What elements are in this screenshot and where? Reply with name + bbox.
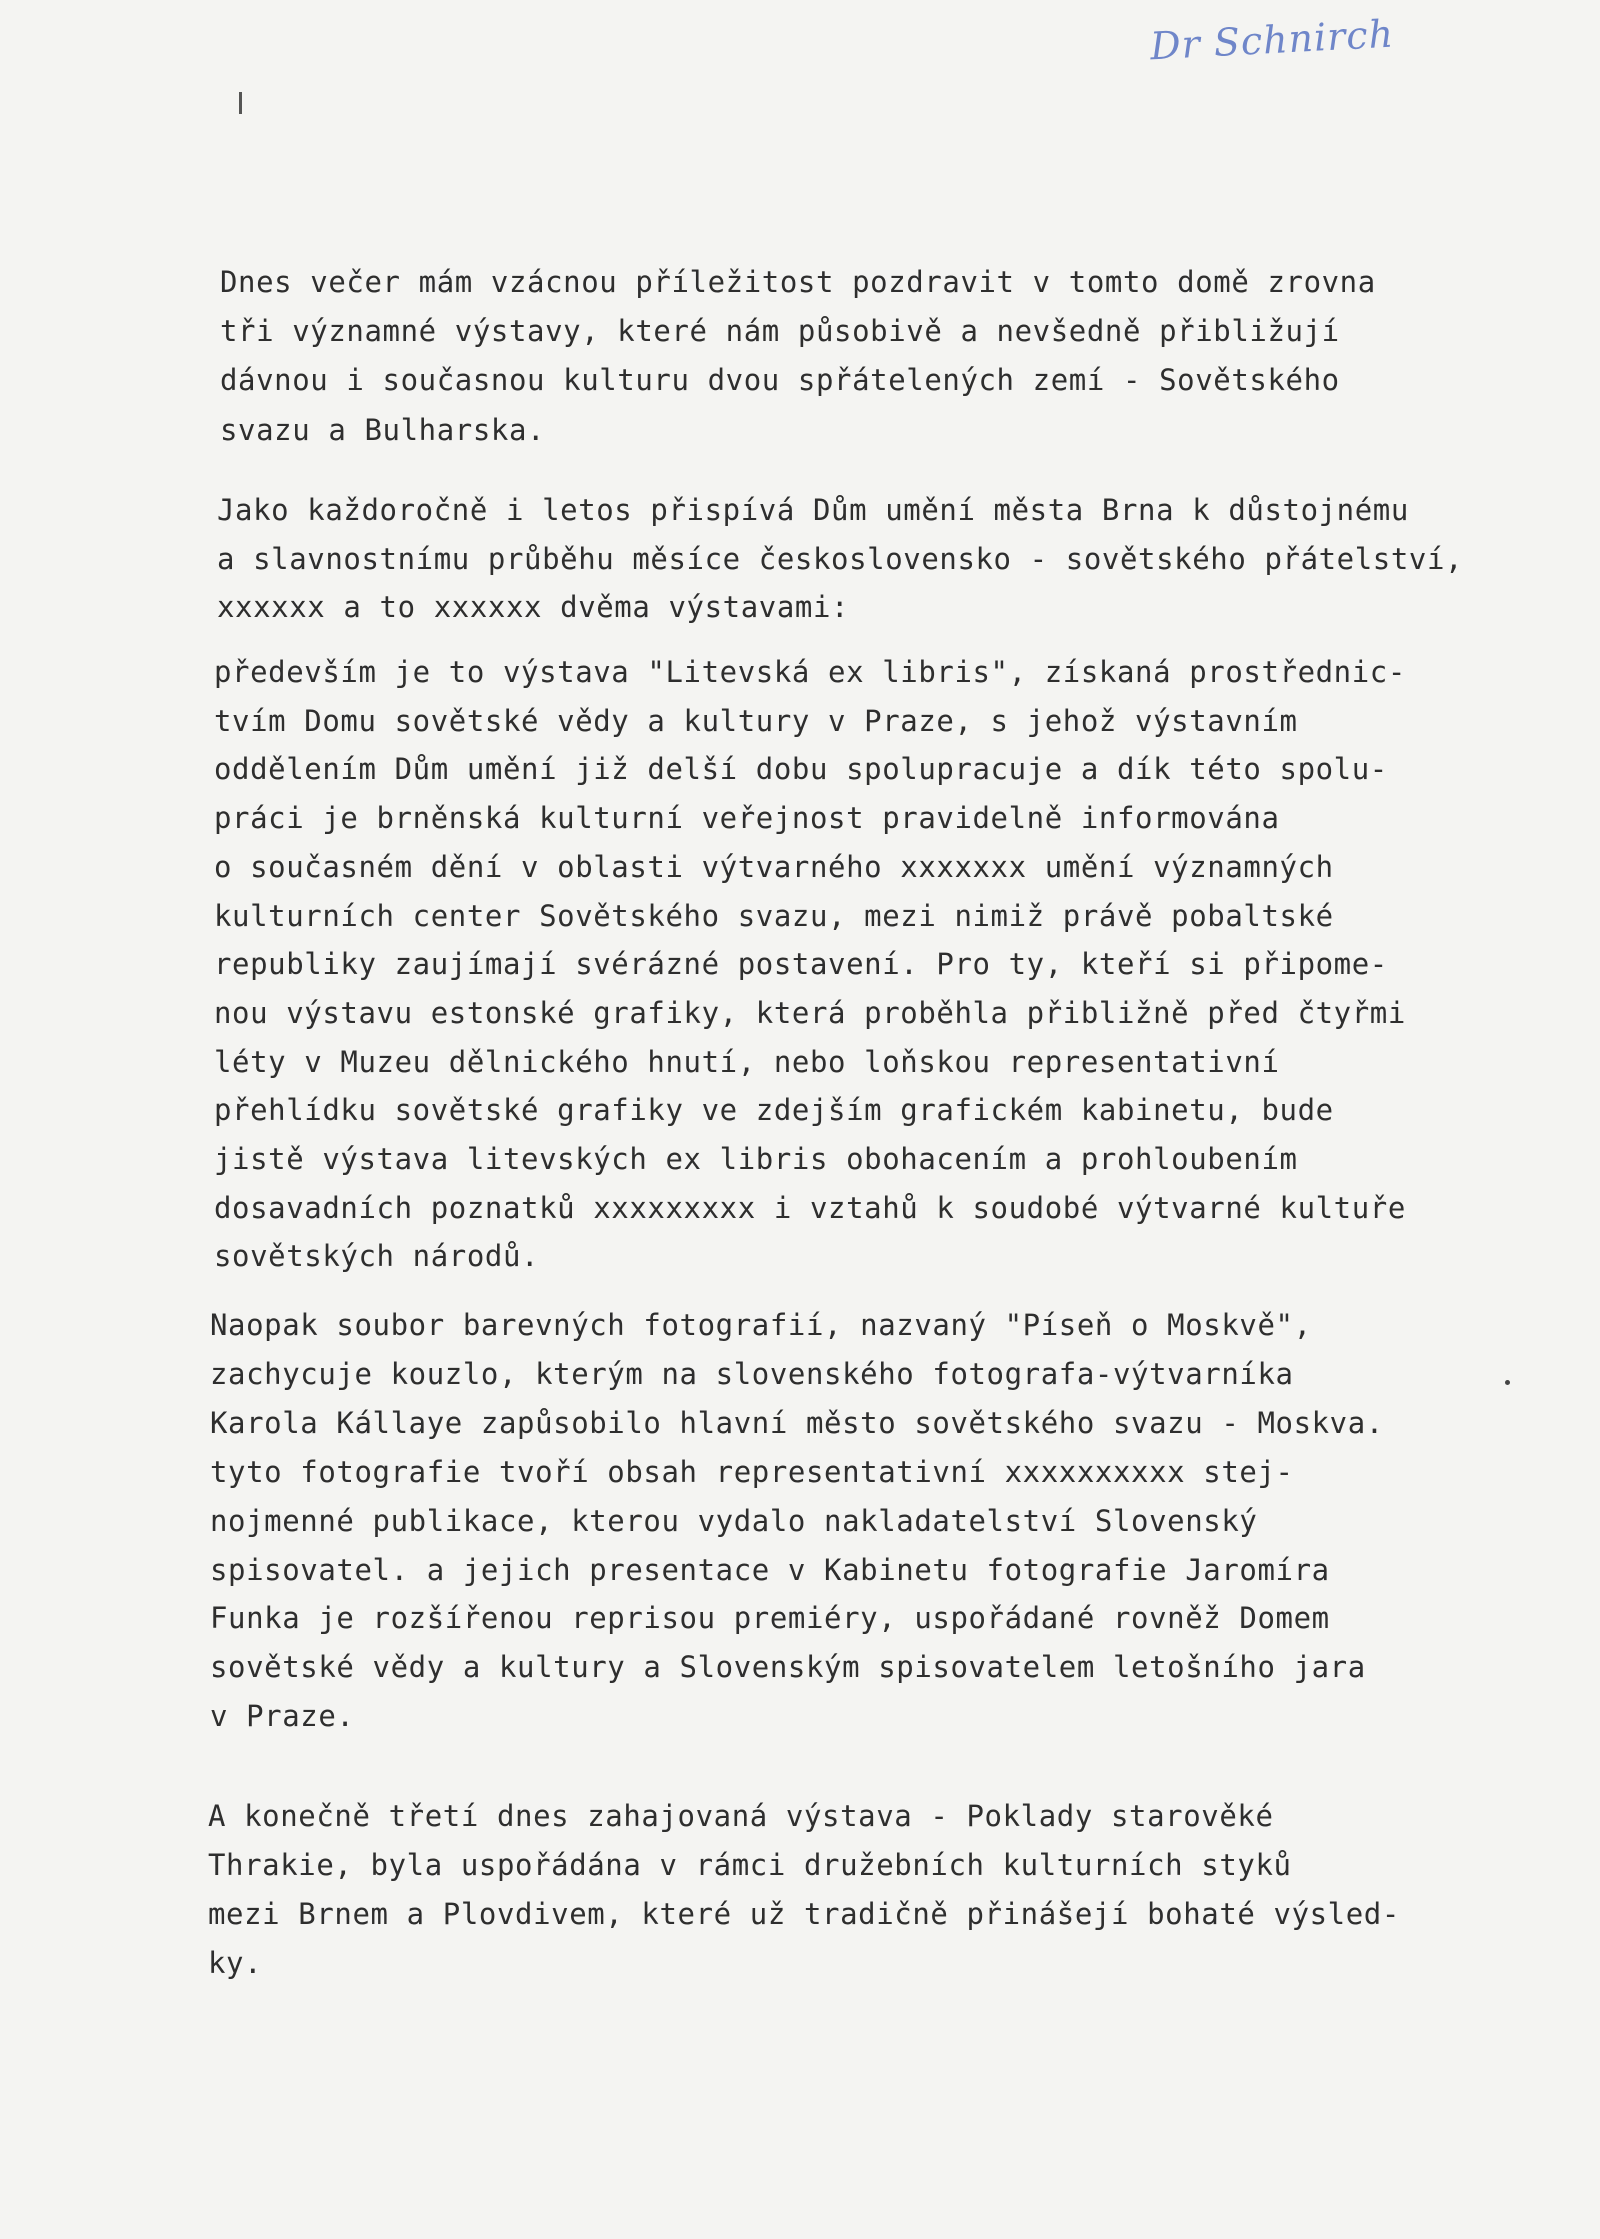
text-line: sovětských národů. bbox=[214, 1239, 540, 1274]
text-line: republiky zaujímají svérázné postavení. Pro ty, kteří si připome- bbox=[214, 947, 1388, 982]
margin-mark bbox=[239, 92, 242, 114]
text-line: jistě výstava litevských ex libris obohacením a prohloubením bbox=[214, 1142, 1298, 1176]
text-line: Naopak soubor barevných fotografií, nazvaný "Píseň o Moskvě", bbox=[210, 1308, 1312, 1342]
text-line: nojmenné publikace, kterou vydalo nakladatelství Slovenský bbox=[210, 1503, 1258, 1538]
text-line: svazu a Bulharska. bbox=[220, 412, 546, 447]
text-line: a slavnostnímu průběhu měsíce československo - sovětského přátelství, bbox=[217, 541, 1464, 576]
text-line: Funka je rozšířenou reprisou premiéry, uspořádané rovněž Domem bbox=[210, 1601, 1330, 1636]
text-line: tři významné výstavy, které nám působivě a nevšedně přibližují bbox=[220, 314, 1340, 349]
text-line: dosavadních poznatků xxxxxxxxx i vztahů k soudobé výtvarné kultuře bbox=[214, 1190, 1406, 1225]
text-line: o současném dění v oblasti výtvarného xxxxxxx umění významných bbox=[214, 849, 1334, 884]
handwritten-signature: Dr Schnirch bbox=[1149, 11, 1396, 69]
text-line: mezi Brnem a Plovdivem, které už tradičně přinášejí bohaté výsled- bbox=[208, 1897, 1400, 1931]
text-line: Jako každoročně i letos přispívá Dům umění města Brna k důstojnému bbox=[217, 493, 1409, 527]
text-line: xxxxxx a to xxxxxx dvěma výstavami: bbox=[217, 590, 850, 624]
text-line: tvím Domu sovětské vědy a kultury v Praze, s jehož výstavním bbox=[214, 703, 1298, 738]
text-line: dávnou i současnou kulturu dvou spřátelených zemí - Sovětského bbox=[220, 363, 1340, 398]
text-line: především je to výstava "Litevská ex libris", získaná prostřednic- bbox=[214, 655, 1406, 689]
text-line: ky. bbox=[208, 1946, 263, 1980]
text-line: spisovatel. a jejich presentace v Kabinetu fotografie Jaromíra bbox=[210, 1552, 1330, 1587]
text-line: Dnes večer mám vzácnou příležitost pozdravit v tomto domě zrovna bbox=[220, 265, 1376, 299]
text-line: léty v Muzeu dělnického hnutí, nebo loňskou representativní bbox=[214, 1044, 1280, 1079]
text-line: zachycuje kouzlo, kterým na slovenského fotografa-výtvarníka bbox=[210, 1356, 1294, 1391]
text-line: sovětské vědy a kultury a Slovenským spisovatelem letošního jara bbox=[210, 1650, 1366, 1685]
text-line: nou výstavu estonské grafiky, která proběhla přibližně před čtyřmi bbox=[214, 995, 1406, 1030]
text-line: Karola Kállaye zapůsobilo hlavní město sovětského svazu - Moskva. bbox=[210, 1405, 1384, 1440]
text-line: tyto fotografie tvoří obsah representativní xxxxxxxxxx stej- bbox=[210, 1454, 1294, 1489]
text-line: přehlídku sovětské grafiky ve zdejším grafickém kabinetu, bude bbox=[214, 1093, 1334, 1128]
ink-dot bbox=[1505, 1380, 1510, 1385]
text-line: kulturních center Sovětského svazu, mezi nimiž právě pobaltské bbox=[214, 898, 1334, 933]
text-line: v Praze. bbox=[210, 1699, 355, 1734]
text-line: Thrakie, byla uspořádána v rámci družebních kulturních styků bbox=[208, 1848, 1292, 1882]
text-line: A konečně třetí dnes zahajovaná výstava - Poklady starověké bbox=[208, 1799, 1274, 1833]
text-line: oddělením Dům umění již delší dobu spolupracuje a dík této spolu- bbox=[214, 752, 1388, 787]
text-line: práci je brněnská kulturní veřejnost pravidelně informována bbox=[214, 801, 1280, 836]
